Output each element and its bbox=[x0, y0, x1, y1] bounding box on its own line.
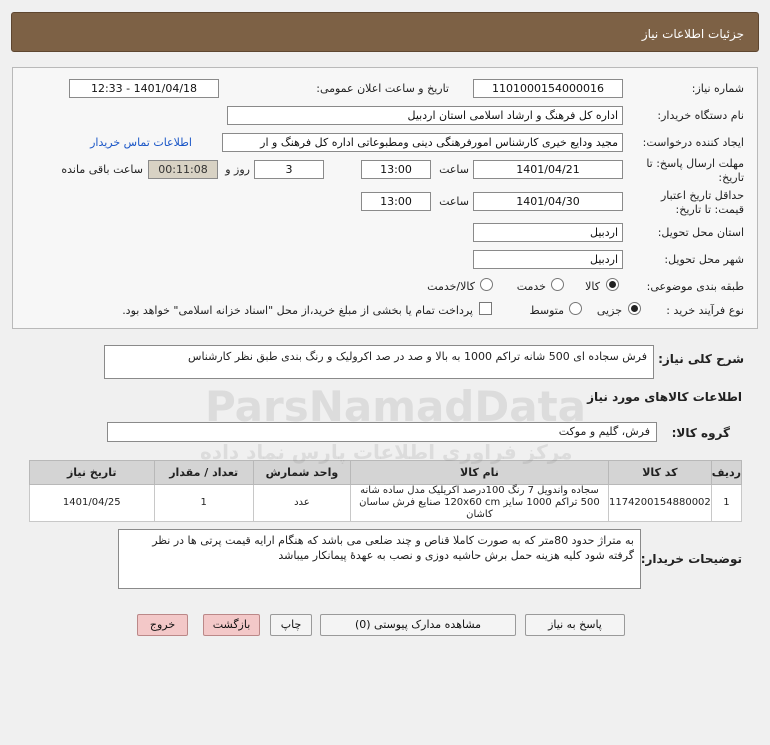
creator-field: مجید ودایع خیری کارشناس امورفرهنگی دینی ومطبوعاتی اداره کل فرهنگ و ار bbox=[222, 133, 623, 152]
buyer-notes-box: به متراژ حدود 80متر که به صورت کاملا قناص و چند ضلعی می باشد که هنگام ارایه قیمت پرتی ها در نظر گرفته شود کلیه هزینه حمل برش حاشیه دوزی و نصب به عهدهٔ پیمانکار میباشد bbox=[118, 529, 641, 589]
watermark-tagline: مرکز فراوری اطلاعات پارس نماد داده bbox=[200, 440, 573, 464]
page-title: جزئیات اطلاعات نیاز bbox=[641, 27, 744, 41]
cell-date: 1401/04/25 bbox=[30, 485, 155, 522]
announce-field: 1401/04/18 - 12:33 bbox=[69, 79, 219, 98]
purchase-minor-radio[interactable] bbox=[628, 302, 641, 315]
col-qty: تعداد / مقدار bbox=[154, 461, 253, 485]
attachments-button[interactable]: مشاهده مدارک پیوستی (0) bbox=[320, 614, 516, 636]
creator-label: ایجاد کننده درخواست: bbox=[642, 136, 744, 149]
validity-date-field: 1401/04/30 bbox=[473, 192, 623, 211]
page-header bbox=[11, 12, 759, 52]
province-field: اردبیل bbox=[473, 223, 623, 242]
col-row: ردیف bbox=[711, 461, 741, 485]
goods-group-label: گروه کالا: bbox=[671, 426, 730, 440]
summary-label: شرح کلی نیاز: bbox=[658, 352, 744, 366]
buyer-contact-link[interactable]: اطلاعات تماس خریدار bbox=[90, 136, 192, 149]
goods-group-field: فرش، گلیم و موکت bbox=[107, 422, 657, 442]
category-goods-label: کالا bbox=[585, 280, 600, 293]
remaining-timer: 00:11:08 bbox=[148, 160, 218, 179]
deadline-label-date: تاریخ: bbox=[718, 171, 744, 184]
col-name: نام کالا bbox=[350, 461, 608, 485]
buyer-org-field: اداره کل فرهنگ و ارشاد اسلامی استان اردبیل bbox=[227, 106, 623, 125]
purchase-type-label: نوع فرآیند خرید : bbox=[666, 304, 744, 317]
col-unit: واحد شمارش bbox=[253, 461, 350, 485]
validity-label: حداقل تاریخ اعتبار bbox=[660, 189, 744, 202]
goods-section-title: اطلاعات کالاهای مورد نیاز bbox=[587, 390, 742, 404]
days-label: روز و bbox=[225, 163, 250, 176]
category-goods-radio[interactable] bbox=[606, 278, 619, 291]
cell-row: 1 bbox=[711, 485, 741, 522]
category-service-radio[interactable] bbox=[551, 278, 564, 291]
city-field: اردبیل bbox=[473, 250, 623, 269]
treasury-checkbox[interactable] bbox=[479, 302, 492, 315]
cell-code: 1174200154880002 bbox=[608, 485, 711, 522]
category-label: طبقه بندی موضوعی: bbox=[646, 280, 744, 293]
deadline-time-field: 13:00 bbox=[361, 160, 431, 179]
col-code: کد کالا bbox=[608, 461, 711, 485]
need-number-label: شماره نیاز: bbox=[691, 82, 744, 95]
cell-unit: عدد bbox=[253, 485, 350, 522]
buyer-notes-label: توضیحات خریدار: bbox=[640, 552, 742, 566]
purchase-minor-label: جزیی bbox=[596, 304, 622, 317]
purchase-medium-radio[interactable] bbox=[569, 302, 582, 315]
goods-table bbox=[29, 460, 742, 522]
category-both-radio[interactable] bbox=[480, 278, 493, 291]
goods-table-header bbox=[30, 461, 742, 485]
buyer-org-label: نام دستگاه خریدار: bbox=[657, 109, 744, 122]
back-button[interactable]: بازگشت bbox=[203, 614, 260, 636]
reply-button[interactable]: پاسخ به نیاز bbox=[525, 614, 625, 636]
category-both-label: کالا/خدمت bbox=[427, 280, 475, 293]
deadline-date-field: 1401/04/21 bbox=[473, 160, 623, 179]
validity-time-field: 13:00 bbox=[361, 192, 431, 211]
days-field: 3 bbox=[254, 160, 324, 179]
table-row bbox=[30, 485, 742, 522]
province-label: استان محل تحویل: bbox=[657, 226, 744, 239]
purchase-medium-label: متوسط bbox=[529, 304, 564, 317]
validity-time-label: ساعت bbox=[439, 195, 469, 208]
summary-box: فرش سجاده ای 500 شانه تراکم 1000 به بالا و صد در صد اکرولیک و رنگ بندی طبق نظر کارشناس bbox=[104, 345, 654, 379]
cell-qty: 1 bbox=[154, 485, 253, 522]
print-button[interactable]: چاپ bbox=[270, 614, 312, 636]
deadline-label: مهلت ارسال پاسخ: تا bbox=[646, 157, 744, 170]
watermark-brand: ParsNamadData bbox=[205, 382, 586, 431]
city-label: شهر محل تحویل: bbox=[664, 253, 744, 266]
exit-button[interactable]: خروج bbox=[137, 614, 188, 636]
cell-name: سجاده واندویل 7 رنگ 100درصد اکریلیک مدل ساده شانه 500 تراکم 1000 سایز 120x60 cm صنایع فرش ساسان کاشان bbox=[350, 485, 608, 522]
need-number-field: 1101000154000016 bbox=[473, 79, 623, 98]
validity-label-date: قیمت: تا تاریخ: bbox=[675, 203, 744, 216]
deadline-time-label: ساعت bbox=[439, 163, 469, 176]
category-service-label: خدمت bbox=[516, 280, 546, 293]
announce-label: تاریخ و ساعت اعلان عمومی: bbox=[316, 82, 449, 95]
remaining-label: ساعت باقی مانده bbox=[61, 163, 143, 176]
col-date: تاریخ نیاز bbox=[30, 461, 155, 485]
treasury-note: پرداخت تمام یا بخشی از مبلغ خرید،از محل "اسناد خزانه اسلامی" خواهد بود. bbox=[122, 304, 473, 317]
